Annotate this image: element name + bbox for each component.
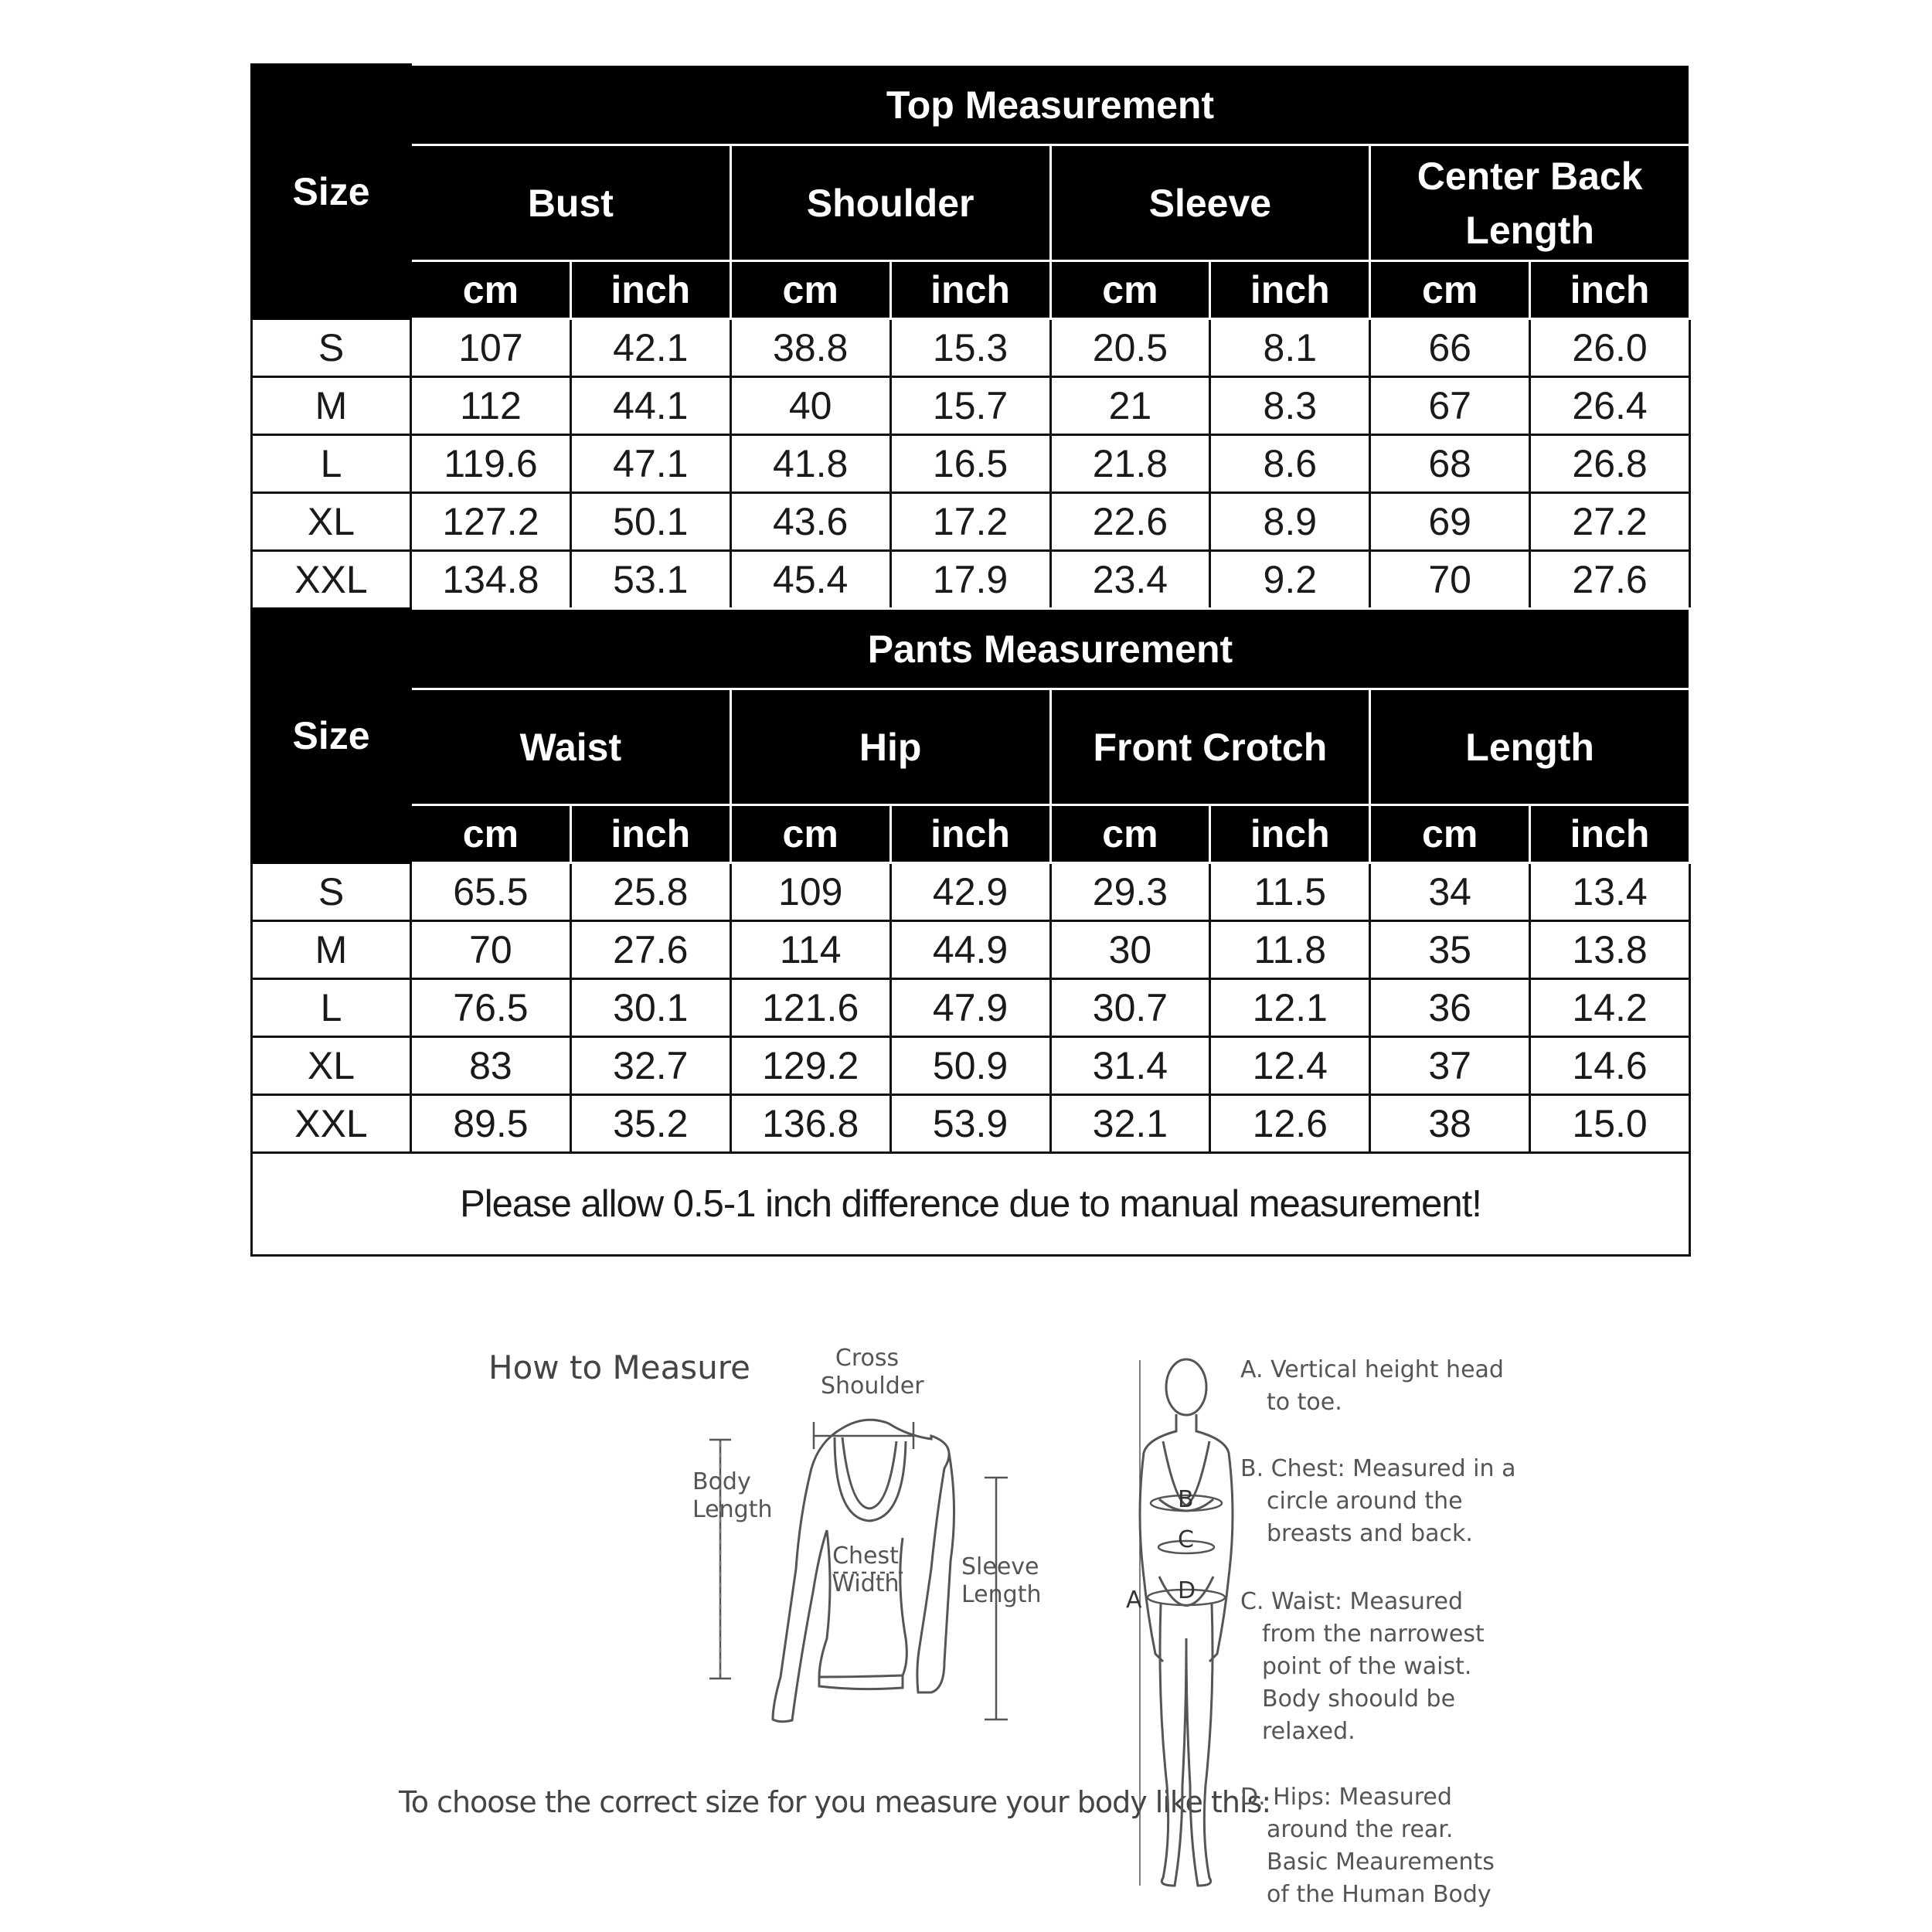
size-column-header: Size: [252, 65, 411, 319]
value-cell: 134.8: [411, 551, 571, 609]
top-table-title: Top Measurement: [411, 65, 1690, 145]
size-cell: M: [252, 377, 411, 435]
unit-header: cm: [1370, 261, 1530, 319]
value-cell: 38: [1370, 1095, 1530, 1153]
size-cell: S: [252, 319, 411, 377]
value-cell: 50.9: [890, 1037, 1050, 1095]
value-cell: 45.4: [730, 551, 890, 609]
value-cell: 68: [1370, 435, 1530, 493]
guide-tagline: To choose the correct size for you measure your body like this:: [399, 1785, 1271, 1819]
value-cell: 109: [730, 863, 890, 921]
unit-header: inch: [890, 805, 1050, 863]
value-cell: 29.3: [1050, 863, 1210, 921]
value-cell: 69: [1370, 493, 1530, 551]
body-figure: [1140, 1359, 1233, 1886]
unit-header: cm: [730, 261, 890, 319]
value-cell: 21.8: [1050, 435, 1210, 493]
value-cell: 44.1: [570, 377, 730, 435]
value-cell: 53.1: [570, 551, 730, 609]
value-cell: 66: [1370, 319, 1530, 377]
value-cell: 8.6: [1210, 435, 1370, 493]
value-cell: 41.8: [730, 435, 890, 493]
value-cell: 17.2: [890, 493, 1050, 551]
definition-b: B. Chest: Measured in a circle around the breasts and back.: [1240, 1455, 1516, 1547]
value-cell: 50.1: [570, 493, 730, 551]
value-cell: 34: [1370, 863, 1530, 921]
value-cell: 121.6: [730, 979, 890, 1037]
size-column-header: Size: [252, 609, 411, 863]
value-cell: 89.5: [411, 1095, 571, 1153]
unit-header: cm: [1050, 805, 1210, 863]
value-cell: 119.6: [411, 435, 571, 493]
value-cell: 30.7: [1050, 979, 1210, 1037]
measurement-note: Please allow 0.5-1 inch difference due to manual measurement!: [250, 1154, 1691, 1257]
value-cell: 35.2: [570, 1095, 730, 1153]
sleeve-length-label: Sleeve Length: [961, 1553, 1042, 1608]
value-cell: 53.9: [890, 1095, 1050, 1153]
body-marker-c: C: [1178, 1526, 1194, 1553]
group-header-front-crotch: Front Crotch: [1050, 689, 1370, 805]
body-length-label: Body Length: [692, 1468, 773, 1523]
value-cell: 20.5: [1050, 319, 1210, 377]
definition-a: A. Vertical height head to toe.: [1240, 1356, 1504, 1416]
guide-title: How to Measure: [488, 1349, 750, 1386]
value-cell: 8.3: [1210, 377, 1370, 435]
value-cell: 15.3: [890, 319, 1050, 377]
value-cell: 112: [411, 377, 571, 435]
value-cell: 30: [1050, 921, 1210, 979]
value-cell: 129.2: [730, 1037, 890, 1095]
value-cell: 27.2: [1530, 493, 1690, 551]
value-cell: 35: [1370, 921, 1530, 979]
value-cell: 44.9: [890, 921, 1050, 979]
unit-header: inch: [1530, 805, 1690, 863]
unit-header: inch: [1530, 261, 1690, 319]
size-cell: XXL: [252, 1095, 411, 1153]
value-cell: 27.6: [1530, 551, 1690, 609]
value-cell: 8.9: [1210, 493, 1370, 551]
value-cell: 42.1: [570, 319, 730, 377]
value-cell: 8.1: [1210, 319, 1370, 377]
value-cell: 40: [730, 377, 890, 435]
value-cell: 12.4: [1210, 1037, 1370, 1095]
value-cell: 32.1: [1050, 1095, 1210, 1153]
definition-d: D. Hips: Measured around the rear. Basic Meaurements of the Human Body: [1240, 1784, 1495, 1908]
value-cell: 36: [1370, 979, 1530, 1037]
group-header-length: Length: [1370, 689, 1690, 805]
value-cell: 11.8: [1210, 921, 1370, 979]
body-marker-b: B: [1178, 1486, 1194, 1513]
value-cell: 31.4: [1050, 1037, 1210, 1095]
unit-header: cm: [1370, 805, 1530, 863]
definition-c: C. Waist: Measured from the narrowest point of the waist. Body shoould be relaxed.: [1240, 1588, 1485, 1745]
value-cell: 12.1: [1210, 979, 1370, 1037]
value-cell: 21: [1050, 377, 1210, 435]
value-cell: 13.8: [1530, 921, 1690, 979]
value-cell: 70: [411, 921, 571, 979]
size-cell: XXL: [252, 551, 411, 609]
value-cell: 127.2: [411, 493, 571, 551]
value-cell: 15.0: [1530, 1095, 1690, 1153]
value-cell: 70: [1370, 551, 1530, 609]
group-header-shoulder: Shoulder: [730, 145, 1050, 261]
value-cell: 42.9: [890, 863, 1050, 921]
unit-header: inch: [1210, 805, 1370, 863]
value-cell: 37: [1370, 1037, 1530, 1095]
value-cell: 47.9: [890, 979, 1050, 1037]
value-cell: 12.6: [1210, 1095, 1370, 1153]
value-cell: 26.8: [1530, 435, 1690, 493]
unit-header: inch: [570, 261, 730, 319]
chest-width-label: Chest Width: [832, 1543, 900, 1597]
value-cell: 114: [730, 921, 890, 979]
value-cell: 11.5: [1210, 863, 1370, 921]
value-cell: 26.0: [1530, 319, 1690, 377]
unit-header: inch: [1210, 261, 1370, 319]
cross-shoulder-label: Cross Shoulder: [821, 1345, 924, 1400]
unit-header: inch: [570, 805, 730, 863]
value-cell: 22.6: [1050, 493, 1210, 551]
value-cell: 67: [1370, 377, 1530, 435]
body-marker-a: A: [1126, 1587, 1142, 1614]
value-cell: 27.6: [570, 921, 730, 979]
group-header-center-back-length: Center Back Length: [1370, 145, 1690, 261]
value-cell: 14.6: [1530, 1037, 1690, 1095]
value-cell: 9.2: [1210, 551, 1370, 609]
size-cell: XL: [252, 493, 411, 551]
value-cell: 25.8: [570, 863, 730, 921]
group-header-bust: Bust: [411, 145, 731, 261]
value-cell: 43.6: [730, 493, 890, 551]
value-cell: 30.1: [570, 979, 730, 1037]
size-cell: M: [252, 921, 411, 979]
value-cell: 15.7: [890, 377, 1050, 435]
pants-table-title: Pants Measurement: [411, 609, 1690, 689]
value-cell: 16.5: [890, 435, 1050, 493]
size-cell: S: [252, 863, 411, 921]
group-header-sleeve: Sleeve: [1050, 145, 1370, 261]
unit-header: cm: [730, 805, 890, 863]
value-cell: 17.9: [890, 551, 1050, 609]
body-marker-d: D: [1178, 1577, 1196, 1604]
size-cell: L: [252, 435, 411, 493]
value-cell: 107: [411, 319, 571, 377]
value-cell: 136.8: [730, 1095, 890, 1153]
group-header-waist: Waist: [411, 689, 731, 805]
value-cell: 13.4: [1530, 863, 1690, 921]
unit-header: cm: [411, 261, 571, 319]
value-cell: 38.8: [730, 319, 890, 377]
size-cell: XL: [252, 1037, 411, 1095]
value-cell: 47.1: [570, 435, 730, 493]
unit-header: cm: [411, 805, 571, 863]
value-cell: 65.5: [411, 863, 571, 921]
unit-header: cm: [1050, 261, 1210, 319]
group-header-hip: Hip: [730, 689, 1050, 805]
value-cell: 26.4: [1530, 377, 1690, 435]
unit-header: inch: [890, 261, 1050, 319]
value-cell: 76.5: [411, 979, 571, 1037]
value-cell: 23.4: [1050, 551, 1210, 609]
size-cell: L: [252, 979, 411, 1037]
value-cell: 14.2: [1530, 979, 1690, 1037]
value-cell: 83: [411, 1037, 571, 1095]
value-cell: 32.7: [570, 1037, 730, 1095]
